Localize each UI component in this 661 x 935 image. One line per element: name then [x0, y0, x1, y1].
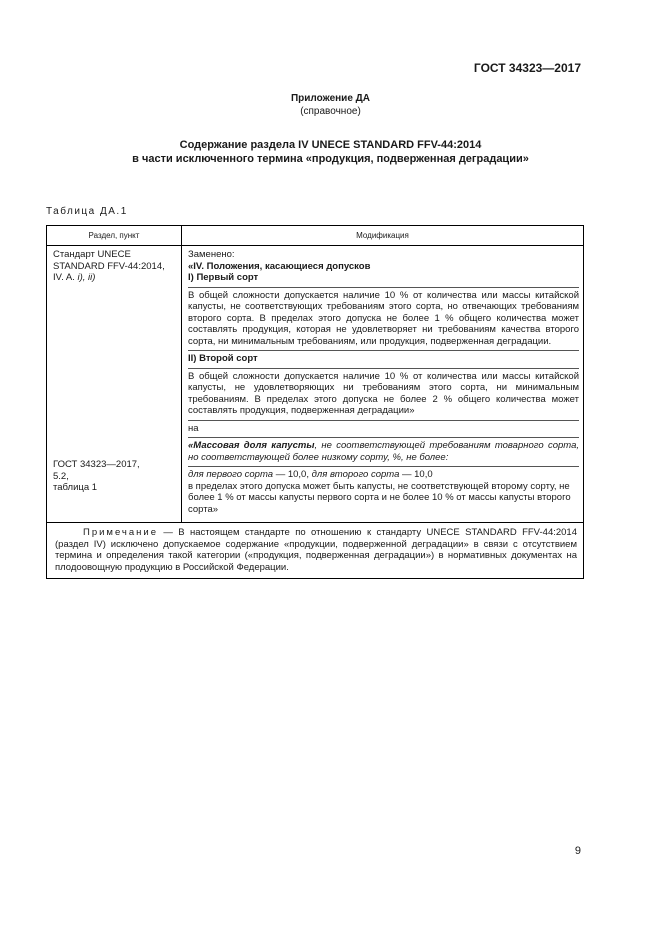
ref2-line1: ГОСТ 34323—2017,	[53, 459, 140, 470]
gost-reference	[53, 459, 140, 494]
section-heading	[0, 138, 661, 166]
values-block	[188, 467, 579, 518]
second-grade-text: В общей сложности допускается наличие 10 % от количества или массы китайской капусты, не удовлетворяющих ни требованиям этого сорта, ни минимальным требованиям. В пределах этого допуска не более 2 % общего количества может составлять продукция, подверженная деградации»	[188, 369, 579, 421]
unece-reference	[53, 249, 175, 284]
column-header-section: Раздел, пункт	[47, 226, 182, 246]
page-number: 9	[574, 845, 581, 857]
ref1-line3-prefix: IV. A.	[53, 272, 78, 283]
first-grade-text: В общей сложности допускается наличие 10 % от количества или массы китайской капусты, не соответствующих требованиям этого сорта, но отвечающих требованиям второго сорта. В пределах этого допуска не более 1 % общего количества может составлять продукция, которая не удовлетворяет ни требованиям качества второго сорта, ни минимальным требованиям, или продукция, подверженная деградации.	[188, 288, 579, 352]
section-ref-cell	[47, 246, 182, 523]
note-text: — В настоящем стандарте по отношению к стандарту UNECE STANDARD FFV-44:2014 (раздел IV) исключено допускаемое содержание «продукции, подверженной деградации» в связи с отсутствием термина и определения такой категории («продукция, подверженная деградации») в нормативных документах на плодоовощную продукцию в Российской Федерации.	[55, 527, 577, 573]
ref1-line3-items: i), ii)	[77, 272, 96, 283]
modification-cell	[182, 246, 584, 523]
note-row	[47, 523, 584, 579]
annex-subtitle: (справочное)	[300, 106, 361, 117]
standard-code: ГОСТ 34323—2017	[473, 61, 581, 75]
new-requirement-text	[188, 438, 579, 467]
ref2-line3: таблица 1	[53, 482, 98, 493]
table-header-row	[47, 226, 584, 246]
second-grade-label: для второго сорта	[311, 469, 400, 480]
ref1-line3	[53, 272, 175, 284]
replaced-label: Заменено:	[188, 249, 235, 260]
heading-line-1: Содержание раздела IV UNECE STANDARD FFV-44:2014	[179, 139, 482, 151]
heading-line-2: в части исключенного термина «продукция, подверженная деградации»	[132, 153, 529, 165]
ref1-line2: STANDARD FFV-44:2014,	[53, 260, 165, 272]
first-grade-value: — 10,0,	[273, 469, 312, 480]
grade-values-line	[188, 469, 579, 481]
replaced-block	[188, 249, 579, 288]
ref2-line2: 5.2,	[53, 470, 69, 482]
new-requirement-term: «Массовая доля капусты	[188, 440, 315, 451]
note-label: Примечание	[83, 527, 158, 538]
first-grade-title: I) Первый сорт	[188, 272, 259, 283]
section-title: «IV. Положения, касающиеся допусков	[188, 260, 371, 272]
table-row	[47, 246, 584, 523]
annex-heading	[0, 92, 661, 118]
tolerance-text: в пределах этого допуска может быть капусты, не соответствующей второму сорту, не более 1 % от массы капусты первого сорта и не более 10 % от массы капусты второго сорта»	[188, 480, 571, 515]
table-note	[47, 523, 584, 579]
table-label: Таблица ДА.1	[46, 206, 128, 217]
second-grade-title: II) Второй сорт	[188, 351, 579, 369]
ref1-line1: Стандарт UNECE	[53, 249, 131, 260]
annex-title: Приложение ДА	[290, 93, 371, 104]
modification-table	[46, 225, 584, 579]
second-grade-value: — 10,0	[399, 469, 433, 480]
on-label: на	[188, 421, 579, 439]
new-requirement-desc: , не соответствующей требованиям товарного сорта, но соответствующей более низкому сорту, %, не более:	[188, 440, 579, 463]
first-grade-label: для первого сорта	[188, 469, 274, 480]
column-header-modification: Модификация	[182, 226, 584, 246]
